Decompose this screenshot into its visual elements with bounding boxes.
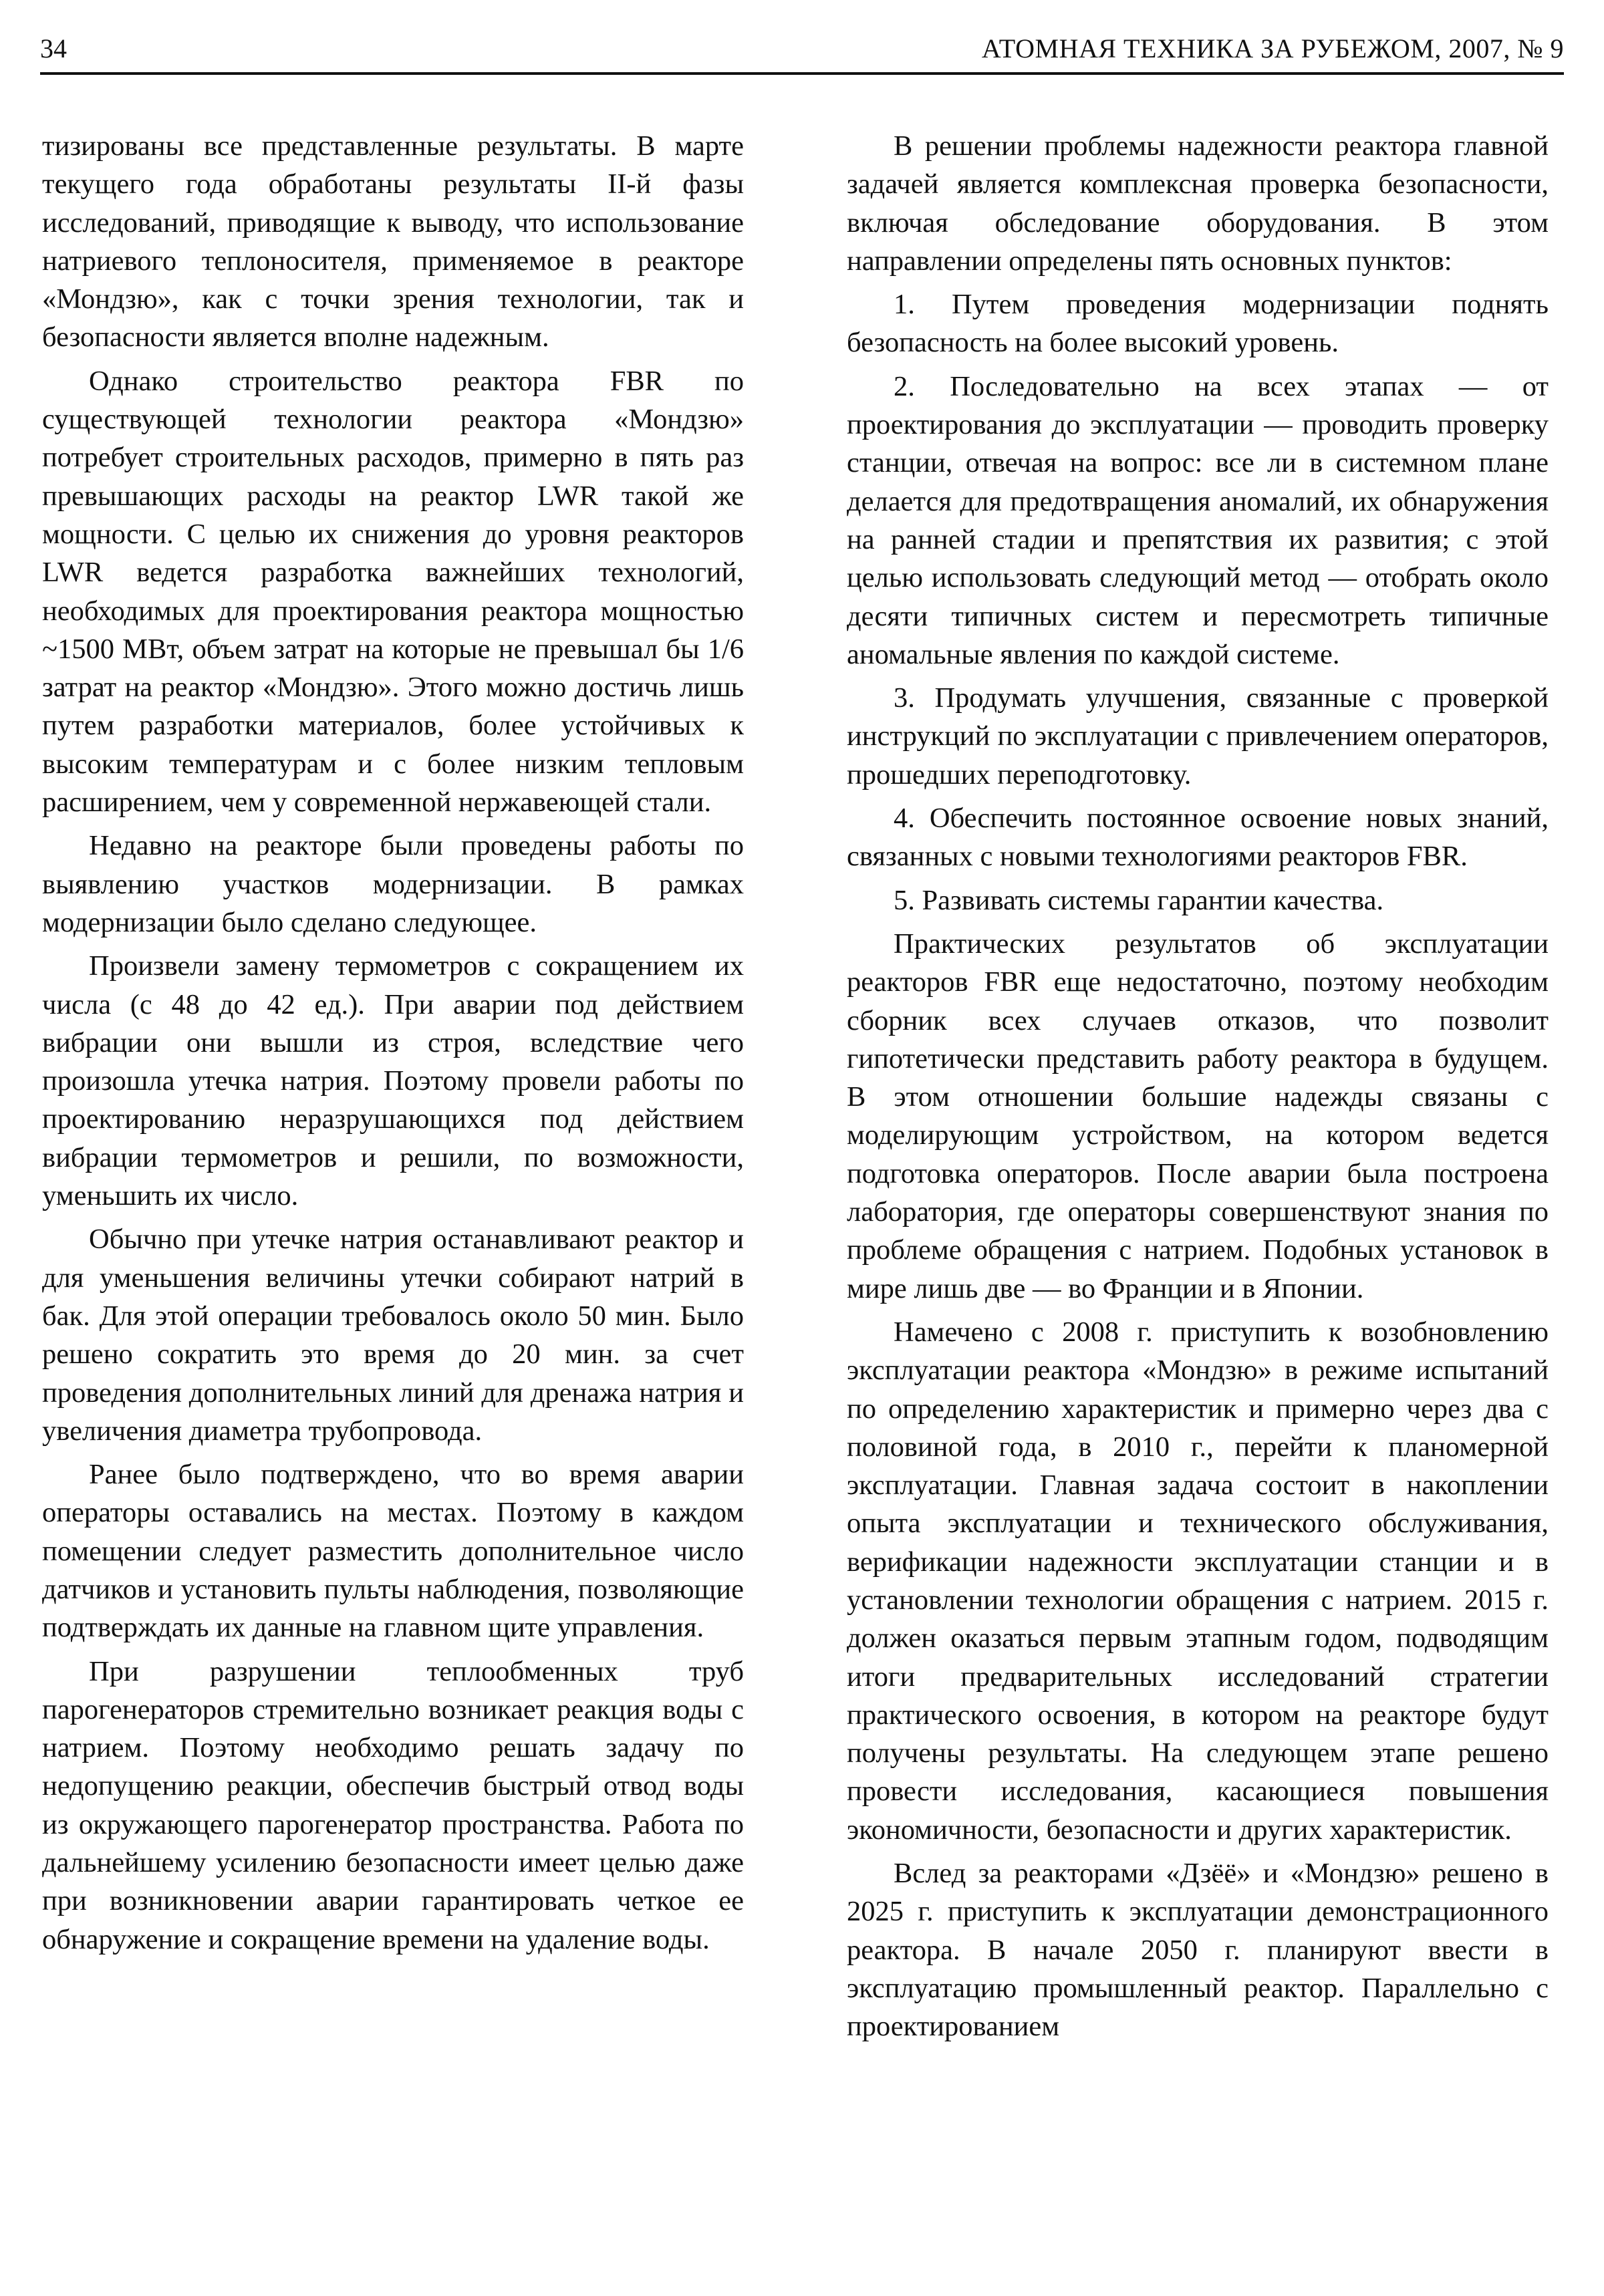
paragraph: В решении проблемы надежности реактора главной задачей является комплексная проверка безопасности, включая обследование оборудования. В этом направлении определены пять основных пунктов: bbox=[847, 130, 1549, 277]
list-item: 4. Обеспечить постоянное освоение новых знаний, связанных с новыми технологиями реакторов FBR. bbox=[847, 803, 1549, 873]
paragraph: Намечено с 2008 г. приступить к возобновлению эксплуатации реактора «Мондзю» в режиме испытаний по определению характеристик и примерно через два с половиной года, в 2010 г., перейти к планомерной эксплуатации. Главная задача состоит в накоплении опыта эксплуатации и технического обслуживания, верификации надежности эксплуатации станции и в установлении технологии обращения с натрием. 2015 г. должен оказаться первым этапным годом, подводящим итоги предварительных исследований стратегии практического освоения, в котором на реакторе будут получены результаты. На следующем этапе решено провести исследования, касающиеся повышения экономичности, безопасности и других характеристик. bbox=[847, 1316, 1549, 1846]
list-item: 1. Путем проведения модернизации поднять безопасность на более высокий уровень. bbox=[847, 289, 1549, 359]
left-column bbox=[42, 127, 744, 1964]
paragraph: Практических результатов об эксплуатации реакторов FBR еще недостаточно, поэтому необходим сборник всех случаев отказов, что позволит гипотетически представить работу реактора в будущем. В этом отношении большие надежды связаны с моделирующим устройством, на котором ведется подготовка операторов. После аварии была построена лаборатория, где операторы совершенствуют знания по проблеме обращения с натрием. Подобных установок в мире лишь две — во Франции и в Японии. bbox=[847, 927, 1549, 1304]
page-number: 34 bbox=[40, 33, 67, 63]
right-column bbox=[847, 127, 1549, 2051]
paragraph: Ранее было подтверждено, что во время аварии операторы оставались на местах. Поэтому в каждом помещении следует разместить дополнительное число датчиков и установить пульты наблюдения, позволяющие подтверждать их данные на главном щите управления. bbox=[42, 1459, 744, 1644]
paragraph: Однако строительство реактора FBR по существующей технологии реактора «Мондзю» потребует строительных расходов, примерно в пять раз превышающих расходы на реактор LWR такой же мощности. С целью их снижения до уровня реакторов LWR ведется разработка важнейших технологий, необходимых для проектирования реактора мощностью ~1500 МВт, объем затрат на которые не превышал бы 1/6 затрат на реактор «Мондзю». Этого можно достичь лишь путем разработки материалов, более устойчивых к высоким температурам и с более низким тепловым расширением, чем у современной нержавеющей стали. bbox=[42, 365, 744, 819]
header-rule bbox=[40, 72, 1564, 75]
paragraph: Произвели замену термометров с сокращением их числа (с 48 до 42 ед.). При аварии под действием вибрации они вышли из строя, вследствие чего произошла утечка натрия. Поэтому провели работы по проектированию неразрушающихся под действием вибрации термометров и решили, по возможности, уменьшить их число. bbox=[42, 950, 744, 1212]
paragraph: Обычно при утечке натрия останавливают реактор и для уменьшения величины утечки собирают натрий в бак. Для этой операции требовалось около 50 мин. Было решено сократить это время до 20 мин. за счет проведения дополнительных линий для дренажа натрия и увеличения диаметра трубопровода. bbox=[42, 1224, 744, 1447]
list-item: 5. Развивать системы гарантии качества. bbox=[894, 884, 1384, 916]
list-item: 2. Последовательно на всех этапах — от проектирования до эксплуатации — проводить проверку станции, отвечая на вопрос: все ли в системном плане делается для предотвращения аномалий, их обнаружения на ранней стадии и препятствия их развития; с этой целью использовать следующий метод — отобрать около десяти типичных систем и пересмотреть типичные аномальные явления по каждой системе. bbox=[847, 370, 1549, 670]
paragraph: Вслед за реакторами «Дзёё» и «Мондзю» решено в 2025 г. приступить к эксплуатации демонстрационного реактора. В начале 2050 г. планируют ввести в эксплуатацию промышленный реактор. Параллельно с проектированием bbox=[847, 1858, 1549, 2043]
running-title: АТОМНАЯ ТЕХНИКА ЗА РУБЕЖОМ, 2007, № 9 bbox=[981, 33, 1564, 63]
list-item: 3. Продумать улучшения, связанные с проверкой инструкций по эксплуатации с привлечением операторов, прошедших переподготовку. bbox=[847, 682, 1549, 791]
paragraph: Недавно на реакторе были проведены работы по выявлению участков модернизации. В рамках модернизации было сделано следующее. bbox=[42, 830, 744, 938]
paragraph: При разрушении теплообменных труб парогенераторов стремительно возникает реакция воды с натрием. Поэтому необходимо решать задачу по недопущению реакции, обеспечив быстрый отвод воды из окружающего парогенератор пространства. Работа по дальнейшему усилению безопасности имеет целью даже при возникновении аварии гарантировать четкое ее обнаружение и сокращение времени на удаление воды. bbox=[42, 1655, 744, 1955]
paragraph: тизированы все представленные результаты. В марте текущего года обработаны результаты II-й фазы исследований, приводящие к выводу, что использование натриевого теплоносителя, применяемое в реакторе «Мондзю», как с точки зрения технологии, так и безопасности является вполне надежным. bbox=[42, 130, 744, 353]
page-header bbox=[40, 25, 1564, 72]
